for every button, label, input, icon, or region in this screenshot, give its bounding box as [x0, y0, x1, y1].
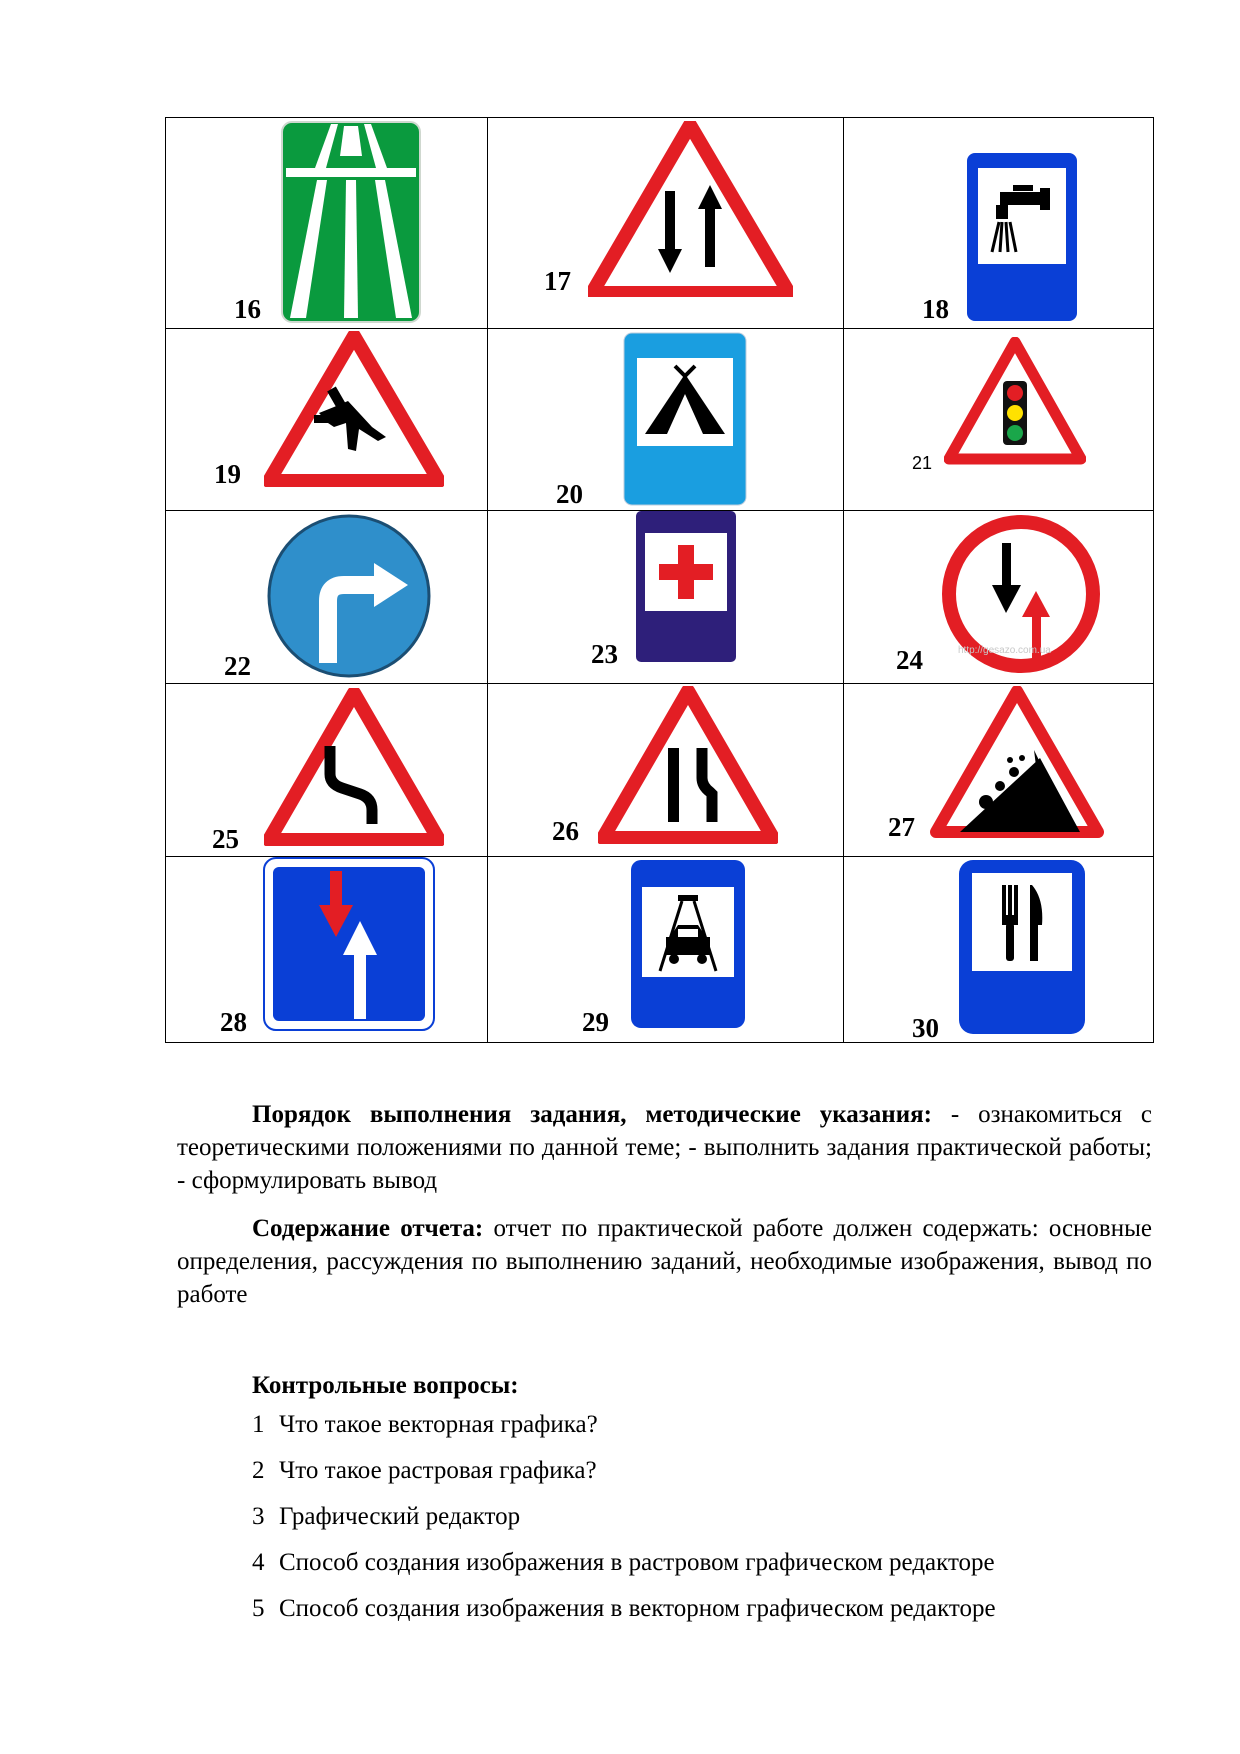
report-text: отчет по практической работе должен содержать: основные определения, рассуждения по выполнению заданий, необходимые изображения, вывод по работе — [177, 1215, 1152, 1308]
question-number: 5 — [252, 1595, 265, 1622]
camping-sign-icon — [623, 332, 747, 506]
watermark-text: http://gesazo.com.ua — [958, 645, 1051, 656]
motorway-sign-icon — [280, 120, 422, 324]
procedure-text: - ознакомиться с теоретическими положениями по данной теме; - выполнить задания практической работы; - сформулировать вывод — [177, 1101, 1153, 1194]
list-item — [252, 1456, 996, 1502]
table-cell — [166, 684, 488, 857]
table-cell — [844, 684, 1154, 857]
table-cell — [844, 329, 1154, 511]
list-item — [252, 1548, 996, 1594]
list-item — [252, 1410, 996, 1456]
table-cell — [166, 857, 488, 1043]
road-signs-table — [165, 117, 1154, 1043]
table-cell — [166, 329, 488, 511]
list-item — [252, 1594, 996, 1640]
sign-number: 25 — [212, 824, 239, 854]
questions-list — [252, 1410, 996, 1640]
traffic-light-warning-icon — [944, 337, 1086, 465]
table-cell — [488, 118, 844, 329]
question-text: Что такое векторная графика? — [279, 1411, 598, 1438]
sign-number: 29 — [582, 1007, 609, 1037]
falling-rocks-warning-icon — [930, 686, 1104, 838]
table-cell — [488, 511, 844, 684]
table-cell — [844, 118, 1154, 329]
sign-number: 21 — [912, 453, 933, 473]
table-cell — [166, 118, 488, 329]
question-number: 2 — [252, 1457, 265, 1484]
report-paragraph — [177, 1212, 1152, 1311]
table-cell — [844, 857, 1154, 1043]
table-row — [166, 118, 1154, 329]
table-cell — [844, 511, 1154, 684]
question-number: 3 — [252, 1503, 265, 1530]
road-narrows-warning-icon — [598, 686, 778, 844]
car-wash-sign-icon — [630, 859, 746, 1029]
restaurant-sign-icon — [958, 859, 1086, 1035]
question-text: Способ создания изображения в растровом графическом редакторе — [279, 1549, 995, 1576]
question-text: Способ создания изображения в векторном графическом редакторе — [279, 1595, 996, 1622]
sign-number: 28 — [220, 1007, 247, 1037]
turn-right-mandatory-icon — [266, 513, 432, 679]
question-text: Что такое растровая графика? — [279, 1457, 597, 1484]
sign-number: 24 — [896, 645, 923, 675]
sign-number: 16 — [234, 294, 261, 324]
sign-number: 22 — [224, 651, 251, 681]
sign-number: 23 — [591, 639, 618, 669]
give-way-oncoming-icon — [940, 513, 1102, 675]
first-aid-sign-icon — [635, 511, 737, 663]
drinking-water-sign-icon — [966, 152, 1078, 322]
two-way-traffic-warning-icon — [588, 121, 793, 297]
table-cell — [488, 329, 844, 511]
sign-number: 26 — [552, 816, 579, 846]
report-label: Содержание отчета: — [252, 1215, 484, 1242]
low-flying-aircraft-warning-icon — [264, 331, 444, 487]
sign-number: 20 — [556, 479, 583, 509]
double-bend-warning-icon — [264, 688, 444, 846]
table-row — [166, 511, 1154, 684]
list-item — [252, 1502, 996, 1548]
sign-number: 30 — [912, 1013, 939, 1043]
table-row — [166, 684, 1154, 857]
table-row — [166, 857, 1154, 1043]
question-number: 4 — [252, 1549, 265, 1576]
priority-over-oncoming-icon — [263, 857, 435, 1031]
questions-title: Контрольные вопросы: — [252, 1372, 519, 1399]
sign-number: 19 — [214, 459, 241, 489]
procedure-label: Порядок выполнения задания, методические указания: — [252, 1101, 932, 1128]
table-row — [166, 329, 1154, 511]
question-number: 1 — [252, 1411, 265, 1438]
table-cell — [488, 857, 844, 1043]
sign-number: 18 — [922, 294, 949, 324]
sign-number: 17 — [544, 266, 571, 296]
sign-number: 27 — [888, 812, 915, 842]
table-cell — [488, 684, 844, 857]
table-cell — [166, 511, 488, 684]
question-text: Графический редактор — [279, 1503, 521, 1530]
procedure-paragraph — [177, 1098, 1152, 1197]
